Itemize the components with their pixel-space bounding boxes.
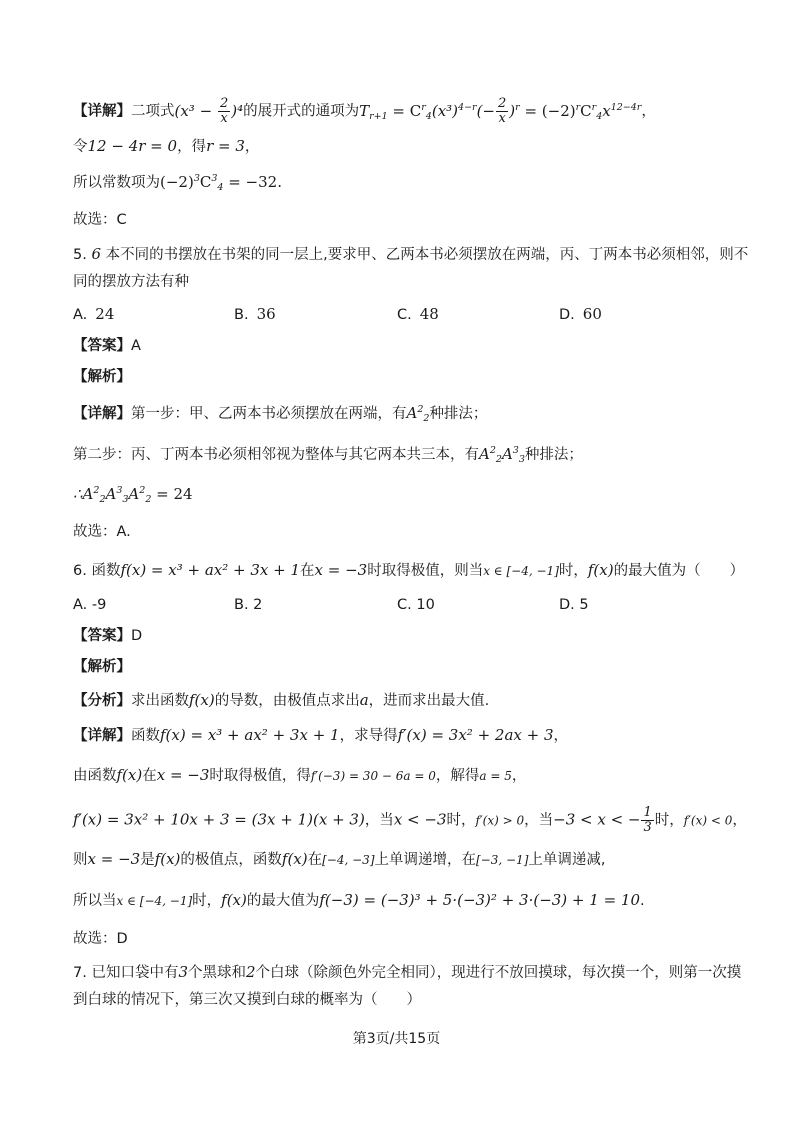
q6-detail-extremum: 由函数f(x)在x = −3时取得极值，得f′(−3) = 30 − 6a = 0，解得a = 5， bbox=[73, 766, 527, 784]
question-6: 6. 函数f(x) = x³ + ax² + 3x + 1在x = −3时取得极值，则当x ∈ [−4, −1]时，f(x)的最大值为（ ） bbox=[73, 561, 745, 579]
q5-choose: 故选：A. bbox=[73, 524, 131, 540]
equation: r = 3 bbox=[206, 137, 245, 155]
q5-option-a: A. 24 bbox=[73, 305, 115, 323]
q5-detail-step2: 第二步：丙、丁两本书必须相邻视为整体与其它两本共三本，有$A^2_2A^3_3$种排法； bbox=[73, 445, 583, 465]
text: 所以常数项为 bbox=[73, 175, 160, 191]
question-number: 5. bbox=[73, 247, 87, 263]
q5-option-d: D. 60 bbox=[559, 305, 602, 323]
q5-analysis-tag: 【解析】 bbox=[73, 369, 131, 385]
question-5: 5. 6 本不同的书摆放在书架的同一层上,要求甲、乙两本书必须摆放在两端，丙、丁两本书必须相邻，则不 bbox=[73, 245, 749, 263]
binomial-expression: (x³ − $\frac{2}{x}$ )⁴ bbox=[174, 96, 244, 126]
constant-term-formula: $(-2)^3C^3_4 = -32$. bbox=[160, 173, 282, 193]
permutation: $A^2_2A^3_3$ bbox=[479, 445, 525, 465]
text: 令 bbox=[73, 139, 88, 155]
q5-option-c: C. 48 bbox=[397, 305, 439, 323]
equation: 12 − 4r = 0 bbox=[87, 137, 178, 155]
q5-detail-step1: 【详解】第一步：甲、乙两本书必须摆放在两端，有$A^2_2$种排法； bbox=[73, 404, 488, 424]
q6-analysis-tag: 【解析】 bbox=[73, 659, 131, 675]
detail-line-binomial: 【详解】二项式(x³ − $\frac{2}{x}$ )⁴的展开式的通项为$T_{r+1} = C^r_4(x^3)^{4-r}(-$ $\frac{2}{x}$ )$^r = (-2)^rC^r_4x^{12-4r}$， bbox=[73, 96, 656, 126]
q6-option-a: A. -9 bbox=[73, 597, 107, 613]
text: 的展开式的通项为 bbox=[243, 103, 360, 120]
text: 二项式 bbox=[131, 103, 175, 120]
detail-line-constant-term bbox=[73, 172, 282, 193]
result-formula: $\therefore A^2_2A^3_3A^2_2 = 24$ bbox=[73, 485, 193, 505]
q6-option-d: D. 5 bbox=[559, 597, 589, 613]
q6-detail-max: 所以当x ∈ [−4, −1]时，f(x)的最大值为f(−3) = (−3)³ + 5·(−3)² + 3·(−3) + 1 = 10. bbox=[73, 891, 645, 909]
choice-line: 故选：C bbox=[73, 212, 127, 228]
question-7-continued: 到白球的情况下，第三次又摸到白球的概率为（ ） bbox=[73, 992, 421, 1008]
q6-detail-derivative: 【详解】函数f(x) = x³ + ax² + 3x + 1，求导得f′(x) = 3x² + 2ax + 3， bbox=[73, 726, 569, 744]
q6-analysis: 【分析】求出函数f(x)的导数，由极值点求出a，进而求出最大值. bbox=[73, 691, 490, 709]
permutation: $A^2_2$ bbox=[406, 404, 430, 424]
q6-detail-monotonic: f′(x) = 3x² + 10x + 3 = (3x + 1)(x + 3)，当x < −3时，f′(x) > 0，当−3 < x < − $\frac{1}{3}$ 时，f′(x) < 0， bbox=[73, 805, 747, 835]
q6-option-b: B. 2 bbox=[234, 597, 263, 613]
question-5-continued: 同的摆放方法有种 bbox=[73, 274, 189, 290]
q6-choose: 故选：D bbox=[73, 931, 128, 947]
general-term-formula: $T_{r+1} = C^r_4(x^3)^{4-r}(-$ $\frac{2}{x}$ )$^r = (-2)^rC^r_4x^{12-4r}$ bbox=[359, 96, 642, 126]
detail-line-solve-r: 令12 − 4r = 0，得r = 3， bbox=[73, 137, 260, 155]
question-7: 7. 已知口袋中有3个黑球和2个白球（除颜色外完全相同），现进行不放回摸球，每次摸一个，则第一次摸 bbox=[73, 963, 742, 981]
q5-option-b: B. 36 bbox=[234, 305, 276, 323]
q5-result bbox=[73, 484, 193, 505]
q6-answer: 【答案】D bbox=[73, 628, 143, 644]
q6-option-c: C. 10 bbox=[397, 597, 435, 613]
detail-tag: 【详解】 bbox=[73, 103, 131, 120]
page-footer: 第3页/共15页 bbox=[352, 1031, 441, 1047]
q6-detail-interval: 则x = −3是f(x)的极值点，函数f(x)在[−4, −3]上单调递增，在[−3, −1]上单调递减, bbox=[73, 850, 606, 868]
q5-answer: 【答案】A bbox=[73, 338, 141, 354]
